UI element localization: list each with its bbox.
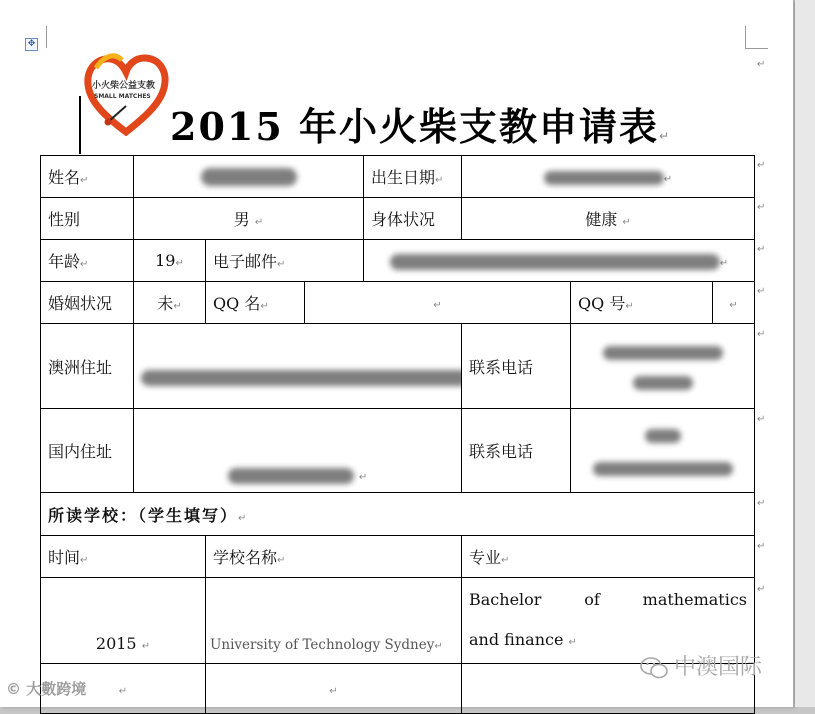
qq-number-value[interactable]: ↵ — [713, 282, 755, 324]
gender-value[interactable]: 男 ↵ — [134, 198, 364, 240]
qq-name-value[interactable]: ↵ — [305, 282, 571, 324]
table-row — [41, 409, 755, 493]
redacted-name — [201, 168, 297, 186]
health-label: 身体状况 — [364, 198, 462, 240]
cn-phone-label: 联系电话 — [462, 409, 571, 493]
table-move-handle-icon[interactable]: ✥ — [25, 38, 38, 51]
redacted-cn-phone — [645, 429, 681, 443]
logo-text-en: SMALL MATCHES — [94, 93, 151, 100]
logo-text-cn: 小火柴公益支教 — [92, 81, 156, 91]
table-row — [41, 282, 755, 324]
cn-address-value[interactable]: ↵ — [134, 409, 462, 493]
paragraph-mark: ↵ — [757, 59, 766, 70]
redacted-au-phone-2 — [633, 376, 693, 390]
table-row — [41, 536, 755, 578]
time-header: 时间↵ — [41, 536, 206, 578]
wechat-icon — [640, 657, 668, 679]
marital-value[interactable]: 未↵ — [134, 282, 206, 324]
form-title: 2015 年小火柴支教申请表↵ — [170, 104, 670, 149]
watermark-right: 中澳国际 — [640, 650, 762, 681]
gender-label: 性别 — [41, 198, 134, 240]
name-label: 姓名↵ — [41, 156, 134, 198]
major-line-1: Bachelor of mathematics — [469, 590, 747, 609]
au-address-label: 澳洲住址 — [41, 324, 134, 409]
au-address-value[interactable] — [134, 324, 462, 409]
cn-address-label: 国内住址 — [41, 409, 134, 493]
qq-name-label: QQ 名↵ — [206, 282, 305, 324]
birthdate-value[interactable]: ↵ — [462, 156, 755, 198]
health-value[interactable]: 健康 ↵ — [462, 198, 755, 240]
row-end-mark: ↵ — [757, 541, 766, 552]
age-value[interactable]: 19↵ — [134, 240, 206, 282]
weibo-icon: © — [6, 680, 21, 698]
school-section-heading: 所读学校：（学生填写）↵ — [41, 493, 755, 536]
major-header: 专业↵ — [462, 536, 755, 578]
table-row — [41, 493, 755, 536]
age-label: 年龄↵ — [41, 240, 134, 282]
school-name-value[interactable]: University of Technology Sydney↵ — [206, 578, 462, 664]
logo-divider — [79, 96, 81, 154]
small-matches-logo — [82, 50, 170, 136]
row-end-mark: ↵ — [757, 414, 766, 425]
row-end-mark: ↵ — [757, 286, 766, 297]
watermark-left: © 大數跨境 — [6, 680, 87, 698]
redacted-cn-address — [228, 468, 354, 484]
table-row — [41, 156, 755, 198]
qq-number-label: QQ 号↵ — [571, 282, 713, 324]
au-phone-value[interactable] — [571, 324, 755, 409]
application-form-table — [40, 155, 755, 714]
school-name-header: 学校名称↵ — [206, 536, 462, 578]
marital-label: 婚姻状况 — [41, 282, 134, 324]
row-end-mark: ↵ — [757, 202, 766, 213]
crop-mark-top-right — [745, 26, 768, 49]
table-row — [41, 240, 755, 282]
major-line-2: and finance ↵ — [469, 630, 577, 649]
redacted-birthdate — [544, 171, 664, 185]
row-end-mark: ↵ — [757, 584, 766, 595]
row-end-mark: ↵ — [757, 244, 766, 255]
email-label: 电子邮件↵ — [206, 240, 364, 282]
empty-cell[interactable]: ↵ — [41, 664, 206, 714]
redacted-email — [390, 254, 720, 270]
row-end-mark: ↵ — [757, 160, 766, 171]
row-end-mark: ↵ — [757, 329, 766, 340]
birthdate-label: 出生日期↵ — [364, 156, 462, 198]
email-value[interactable]: ↵ — [364, 240, 755, 282]
school-year-value[interactable]: 2015 ↵ — [41, 578, 206, 664]
name-value[interactable] — [134, 156, 364, 198]
redacted-au-phone — [603, 346, 723, 360]
redacted-au-address — [141, 370, 462, 386]
vertical-scrollbar[interactable] — [795, 0, 815, 707]
row-end-mark: ↵ — [757, 498, 766, 509]
redacted-cn-phone-2 — [593, 462, 733, 476]
cn-phone-value[interactable] — [571, 409, 755, 493]
empty-cell[interactable]: ↵ — [206, 664, 462, 714]
table-row — [41, 198, 755, 240]
au-phone-label: 联系电话 — [462, 324, 571, 409]
table-row — [41, 324, 755, 409]
